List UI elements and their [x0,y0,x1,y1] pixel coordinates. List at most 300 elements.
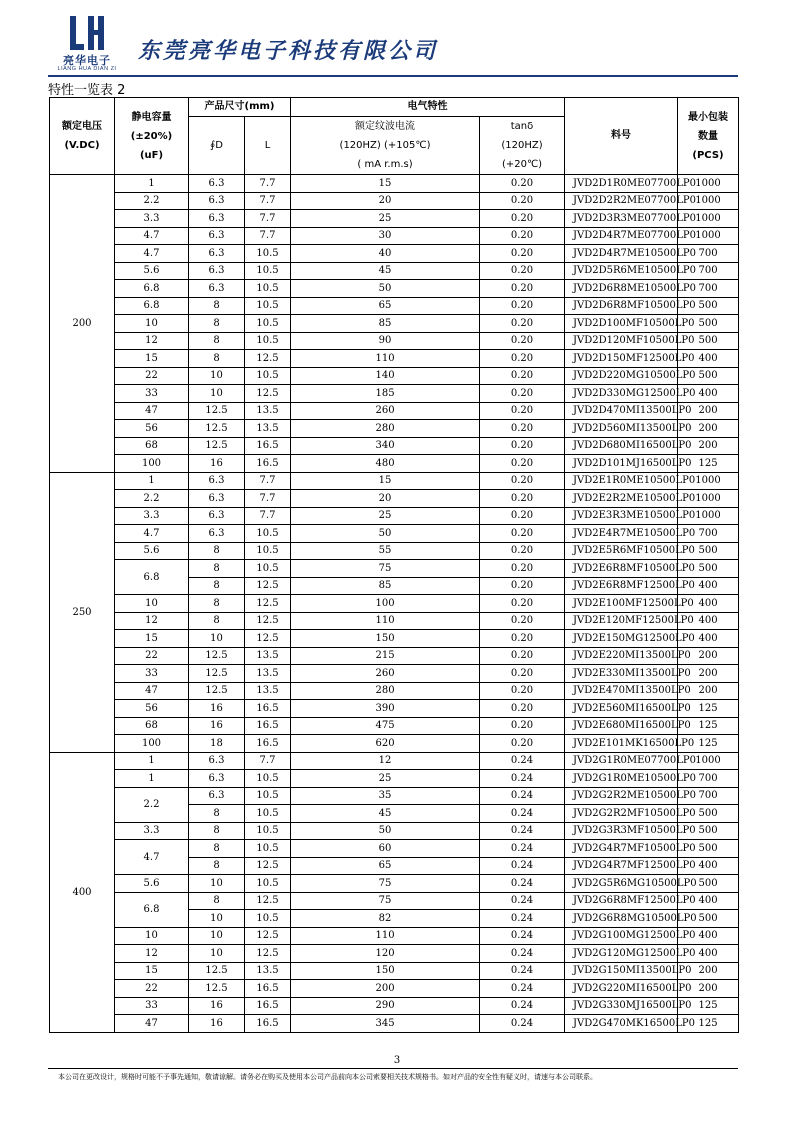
capacitance-cell: 68 [115,437,189,455]
length-cell: 10.5 [245,525,291,543]
tan-cell: 0.24 [480,910,565,928]
part-number-cell: JVD2D1R0ME07700LP0 [565,175,678,193]
tan-cell: 0.20 [480,542,565,560]
ripple-cell: 215 [291,647,480,665]
tan-cell: 0.24 [480,857,565,875]
table-row [50,787,739,805]
ripple-cell: 12 [291,752,480,770]
part-number-cell: JVD2G3R3MF10500LP0 [565,822,678,840]
table-body [50,175,739,1033]
diameter-cell: 10 [189,927,245,945]
part-number-cell: JVD2G5R6MG10500LP0 [565,875,678,893]
length-cell: 10.5 [245,787,291,805]
diameter-cell: 16 [189,455,245,473]
tan-cell: 0.24 [480,997,565,1015]
ripple-cell: 150 [291,962,480,980]
capacitance-cell: 5.6 [115,262,189,280]
length-cell: 16.5 [245,980,291,998]
diameter-cell: 8 [189,315,245,333]
tan-cell: 0.20 [480,332,565,350]
table-row [50,210,739,228]
table-header [50,98,739,175]
table-row [50,945,739,963]
table-row [50,595,739,613]
ripple-cell: 480 [291,455,480,473]
tan-cell: 0.20 [480,245,565,263]
capacitance-cell: 10 [115,315,189,333]
length-cell: 10.5 [245,770,291,788]
table-row [50,420,739,438]
capacitance-cell: 15 [115,630,189,648]
tan-cell: 0.20 [480,490,565,508]
tan-cell: 0.20 [480,735,565,753]
diameter-cell: 6.3 [189,245,245,263]
packing-cell: 1000 [678,472,739,490]
table-row [50,1015,739,1033]
length-cell: 10.5 [245,367,291,385]
tan-cell: 0.20 [480,665,565,683]
length-cell: 10.5 [245,542,291,560]
length-cell: 12.5 [245,945,291,963]
ripple-cell: 40 [291,245,480,263]
col-diameter: ∮D [189,117,245,175]
length-cell: 7.7 [245,192,291,210]
diameter-cell: 8 [189,332,245,350]
packing-cell: 1000 [678,192,739,210]
capacitance-cell: 47 [115,402,189,420]
tan-cell: 0.20 [480,525,565,543]
length-cell: 7.7 [245,472,291,490]
table-row [50,980,739,998]
diameter-cell: 8 [189,612,245,630]
packing-cell: 500 [678,822,739,840]
ripple-cell: 85 [291,577,480,595]
table-row [50,542,739,560]
part-number-cell: JVD2G4R7MF12500LP0 [565,857,678,875]
length-cell: 10.5 [245,910,291,928]
table-row [50,560,739,578]
ripple-cell: 280 [291,682,480,700]
capacitance-cell: 4.7 [115,245,189,263]
diameter-cell: 10 [189,945,245,963]
part-number-cell: JVD2D5R6ME10500LP0 [565,262,678,280]
packing-cell: 500 [678,840,739,858]
packing-cell: 200 [678,980,739,998]
footer-notice: 本公司在更改设计，规格时可能不予事先通知，敬请谅解。请务必在购买及使用本公司产品前向本公司索要相关技术规格书。如对产品的安全性有疑义时，请速与本公司联系。 [58,1073,597,1081]
packing-cell: 200 [678,682,739,700]
capacitance-cell: 33 [115,385,189,403]
packing-cell: 125 [678,455,739,473]
length-cell: 16.5 [245,717,291,735]
diameter-cell: 6.3 [189,472,245,490]
diameter-cell: 12.5 [189,665,245,683]
ripple-cell: 50 [291,525,480,543]
length-cell: 13.5 [245,962,291,980]
part-number-cell: JVD2D330MG12500LP0 [565,385,678,403]
table-row [50,385,739,403]
diameter-cell: 10 [189,367,245,385]
table-row [50,822,739,840]
part-number-cell: JVD2G1R0ME10500LP0 [565,770,678,788]
packing-cell: 500 [678,805,739,823]
spec-table [49,97,739,1033]
packing-cell: 500 [678,542,739,560]
table-row [50,175,739,193]
part-number-cell: JVD2E1R0ME10500LP0 [565,472,678,490]
ripple-cell: 185 [291,385,480,403]
table-row [50,612,739,630]
tan-cell: 0.20 [480,717,565,735]
capacitance-cell: 2.2 [115,490,189,508]
length-cell: 10.5 [245,315,291,333]
diameter-cell: 8 [189,857,245,875]
part-number-cell: JVD2E150MG12500LP0 [565,630,678,648]
tan-cell: 0.20 [480,437,565,455]
capacitance-cell: 100 [115,455,189,473]
part-number-cell: JVD2E100MF12500LP0 [565,595,678,613]
capacitance-cell: 15 [115,350,189,368]
diameter-cell: 16 [189,997,245,1015]
length-cell: 10.5 [245,875,291,893]
diameter-cell: 10 [189,630,245,648]
part-number-cell: JVD2D680MI16500LP0 [565,437,678,455]
voltage-cell: 200 [50,175,115,473]
packing-cell: 1000 [678,227,739,245]
capacitance-cell: 5.6 [115,542,189,560]
table-row [50,770,739,788]
table-row [50,840,739,858]
diameter-cell: 8 [189,805,245,823]
packing-cell: 400 [678,350,739,368]
packing-cell: 400 [678,857,739,875]
diameter-cell: 12.5 [189,962,245,980]
packing-cell: 400 [678,945,739,963]
packing-cell: 1000 [678,210,739,228]
tan-cell: 0.20 [480,472,565,490]
ripple-cell: 60 [291,840,480,858]
table-row [50,892,739,910]
ripple-cell: 55 [291,542,480,560]
capacitance-cell: 56 [115,700,189,718]
diameter-cell: 10 [189,385,245,403]
ripple-cell: 50 [291,822,480,840]
capacitance-cell: 4.7 [115,227,189,245]
packing-cell: 1000 [678,490,739,508]
length-cell: 10.5 [245,245,291,263]
diameter-cell: 12.5 [189,647,245,665]
diameter-cell: 12.5 [189,402,245,420]
part-number-cell: JVD2G470MK16500LP0 [565,1015,678,1033]
tan-cell: 0.24 [480,927,565,945]
capacitance-cell: 47 [115,682,189,700]
ripple-cell: 260 [291,665,480,683]
table-row [50,455,739,473]
diameter-cell: 6.3 [189,490,245,508]
packing-cell: 500 [678,560,739,578]
capacitance-cell: 100 [115,735,189,753]
packing-cell: 500 [678,315,739,333]
part-number-cell: JVD2E3R3ME10500LP0 [565,507,678,525]
table-row [50,700,739,718]
ripple-cell: 15 [291,175,480,193]
length-cell: 16.5 [245,735,291,753]
logo-icon [52,14,122,54]
length-cell: 10.5 [245,840,291,858]
diameter-cell: 8 [189,892,245,910]
part-number-cell: JVD2E120MF12500LP0 [565,612,678,630]
table-row [50,402,739,420]
diameter-cell: 6.3 [189,210,245,228]
part-number-cell: JVD2E6R8MF10500LP0 [565,560,678,578]
table-row [50,490,739,508]
ripple-cell: 260 [291,402,480,420]
diameter-cell: 10 [189,910,245,928]
diameter-cell: 8 [189,840,245,858]
part-number-cell: JVD2E5R6MF10500LP0 [565,542,678,560]
tan-cell: 0.20 [480,297,565,315]
tan-cell: 0.24 [480,945,565,963]
table-row [50,997,739,1015]
packing-cell: 400 [678,595,739,613]
part-number-cell: JVD2E470MI13500LP0 [565,682,678,700]
length-cell: 16.5 [245,700,291,718]
part-number-cell: JVD2E4R7ME10500LP0 [565,525,678,543]
part-number-cell: JVD2D6R8ME10500LP0 [565,280,678,298]
diameter-cell: 8 [189,542,245,560]
logo-pinyin: LIANG HUA DIAN ZI [57,66,117,72]
ripple-cell: 140 [291,367,480,385]
ripple-cell: 110 [291,350,480,368]
part-number-cell: JVD2G2R2MF10500LP0 [565,805,678,823]
tan-cell: 0.20 [480,612,565,630]
ripple-cell: 25 [291,770,480,788]
ripple-cell: 25 [291,507,480,525]
tan-cell: 0.20 [480,682,565,700]
packing-cell: 200 [678,962,739,980]
length-cell: 10.5 [245,822,291,840]
tan-cell: 0.24 [480,787,565,805]
length-cell: 10.5 [245,332,291,350]
capacitance-cell: 6.8 [115,280,189,298]
part-number-cell: JVD2D150MF12500LP0 [565,350,678,368]
ripple-cell: 75 [291,560,480,578]
packing-cell: 1000 [678,507,739,525]
table-row [50,665,739,683]
ripple-cell: 90 [291,332,480,350]
capacitance-cell: 3.3 [115,210,189,228]
capacitance-cell: 10 [115,927,189,945]
part-number-cell: JVD2G330MJ16500LP0 [565,997,678,1015]
tan-cell: 0.20 [480,280,565,298]
capacitance-cell: 1 [115,752,189,770]
length-cell: 7.7 [245,210,291,228]
ripple-cell: 65 [291,857,480,875]
tan-cell: 0.20 [480,560,565,578]
table-row [50,332,739,350]
table-row [50,735,739,753]
diameter-cell: 6.3 [189,787,245,805]
packing-cell: 400 [678,612,739,630]
part-number-cell: JVD2D101MJ16500LP0 [565,455,678,473]
tan-cell: 0.24 [480,752,565,770]
part-number-cell: JVD2D220MG10500LP0 [565,367,678,385]
capacitance-cell: 5.6 [115,875,189,893]
table-row [50,262,739,280]
ripple-cell: 15 [291,472,480,490]
diameter-cell: 8 [189,297,245,315]
diameter-cell: 8 [189,350,245,368]
diameter-cell: 16 [189,1015,245,1033]
page-number: 3 [393,1055,401,1066]
tan-cell: 0.20 [480,227,565,245]
ripple-cell: 45 [291,262,480,280]
capacitance-cell: 3.3 [115,822,189,840]
tan-cell: 0.20 [480,262,565,280]
diameter-cell: 16 [189,700,245,718]
tan-cell: 0.24 [480,840,565,858]
tan-cell: 0.20 [480,420,565,438]
packing-cell: 500 [678,367,739,385]
part-number-cell: JVD2E680MI16500LP0 [565,717,678,735]
packing-cell: 200 [678,402,739,420]
ripple-cell: 75 [291,892,480,910]
table-row [50,962,739,980]
table-row [50,927,739,945]
ripple-cell: 290 [291,997,480,1015]
capacitance-cell: 1 [115,472,189,490]
part-number-cell: JVD2G2R2ME10500LP0 [565,787,678,805]
diameter-cell: 8 [189,560,245,578]
diameter-cell: 16 [189,717,245,735]
ripple-cell: 110 [291,927,480,945]
length-cell: 16.5 [245,437,291,455]
part-number-cell: JVD2G150MI13500LP0 [565,962,678,980]
part-number-cell: JVD2E330MI13500LP0 [565,665,678,683]
ripple-cell: 45 [291,805,480,823]
ripple-cell: 100 [291,595,480,613]
tan-cell: 0.20 [480,647,565,665]
tan-cell: 0.20 [480,175,565,193]
length-cell: 16.5 [245,997,291,1015]
tan-cell: 0.20 [480,595,565,613]
length-cell: 12.5 [245,857,291,875]
diameter-cell: 8 [189,822,245,840]
ripple-cell: 20 [291,490,480,508]
ripple-cell: 20 [291,192,480,210]
diameter-cell: 6.3 [189,752,245,770]
ripple-cell: 110 [291,612,480,630]
packing-cell: 200 [678,665,739,683]
part-number-cell: JVD2D3R3ME07700LP0 [565,210,678,228]
packing-cell: 400 [678,630,739,648]
ripple-cell: 82 [291,910,480,928]
packing-cell: 500 [678,332,739,350]
diameter-cell: 6.3 [189,770,245,788]
ripple-cell: 25 [291,210,480,228]
diameter-cell: 12.5 [189,420,245,438]
tan-cell: 0.20 [480,577,565,595]
table-row [50,280,739,298]
table-row [50,245,739,263]
capacitance-cell: 22 [115,980,189,998]
length-cell: 12.5 [245,630,291,648]
col-voltage: 额定电压 (V.DC) [50,98,115,175]
packing-cell: 200 [678,437,739,455]
diameter-cell: 10 [189,875,245,893]
capacitance-cell: 10 [115,595,189,613]
diameter-cell: 6.3 [189,192,245,210]
col-tan: tanδ (120HZ) (+20℃) [480,117,565,175]
packing-cell: 500 [678,297,739,315]
part-number-cell: JVD2D560MI13500LP0 [565,420,678,438]
col-size: 产品尺寸(mm) [189,98,291,117]
tan-cell: 0.24 [480,822,565,840]
diameter-cell: 6.3 [189,280,245,298]
part-number-cell: JVD2G100MG12500LP0 [565,927,678,945]
length-cell: 7.7 [245,490,291,508]
part-number-cell: JVD2G6R8MG10500LP0 [565,910,678,928]
tan-cell: 0.20 [480,210,565,228]
tan-cell: 0.24 [480,770,565,788]
packing-cell: 700 [678,280,739,298]
length-cell: 16.5 [245,1015,291,1033]
length-cell: 10.5 [245,297,291,315]
diameter-cell: 8 [189,595,245,613]
table-row [50,227,739,245]
diameter-cell: 6.3 [189,507,245,525]
ripple-cell: 390 [291,700,480,718]
table-row [50,507,739,525]
table-row [50,875,739,893]
part-number-cell: JVD2D120MF10500LP0 [565,332,678,350]
length-cell: 7.7 [245,507,291,525]
tan-cell: 0.20 [480,385,565,403]
capacitance-cell: 6.8 [115,560,189,595]
ripple-cell: 620 [291,735,480,753]
capacitance-cell: 33 [115,665,189,683]
capacitance-cell: 56 [115,420,189,438]
part-number-cell: JVD2D6R8MF10500LP0 [565,297,678,315]
diameter-cell: 6.3 [189,262,245,280]
part-number-cell: JVD2D100MF10500LP0 [565,315,678,333]
table-row [50,472,739,490]
capacitance-cell: 1 [115,175,189,193]
col-part-number: 料号 [565,98,678,175]
packing-cell: 500 [678,875,739,893]
table-title: 特性一览表 2 [48,83,126,98]
ripple-cell: 30 [291,227,480,245]
tan-cell: 0.20 [480,350,565,368]
packing-cell: 400 [678,892,739,910]
capacitance-cell: 4.7 [115,525,189,543]
capacitance-cell: 47 [115,1015,189,1033]
capacitance-cell: 12 [115,612,189,630]
tan-cell: 0.20 [480,402,565,420]
capacitance-cell: 6.8 [115,297,189,315]
packing-cell: 1000 [678,175,739,193]
table-row [50,297,739,315]
length-cell: 12.5 [245,612,291,630]
packing-cell: 700 [678,525,739,543]
packing-cell: 125 [678,1015,739,1033]
diameter-cell: 6.3 [189,227,245,245]
voltage-cell: 250 [50,472,115,752]
ripple-cell: 35 [291,787,480,805]
part-number-cell: JVD2D2R2ME07700LP0 [565,192,678,210]
voltage-cell: 400 [50,752,115,1032]
length-cell: 10.5 [245,805,291,823]
table-row [50,367,739,385]
